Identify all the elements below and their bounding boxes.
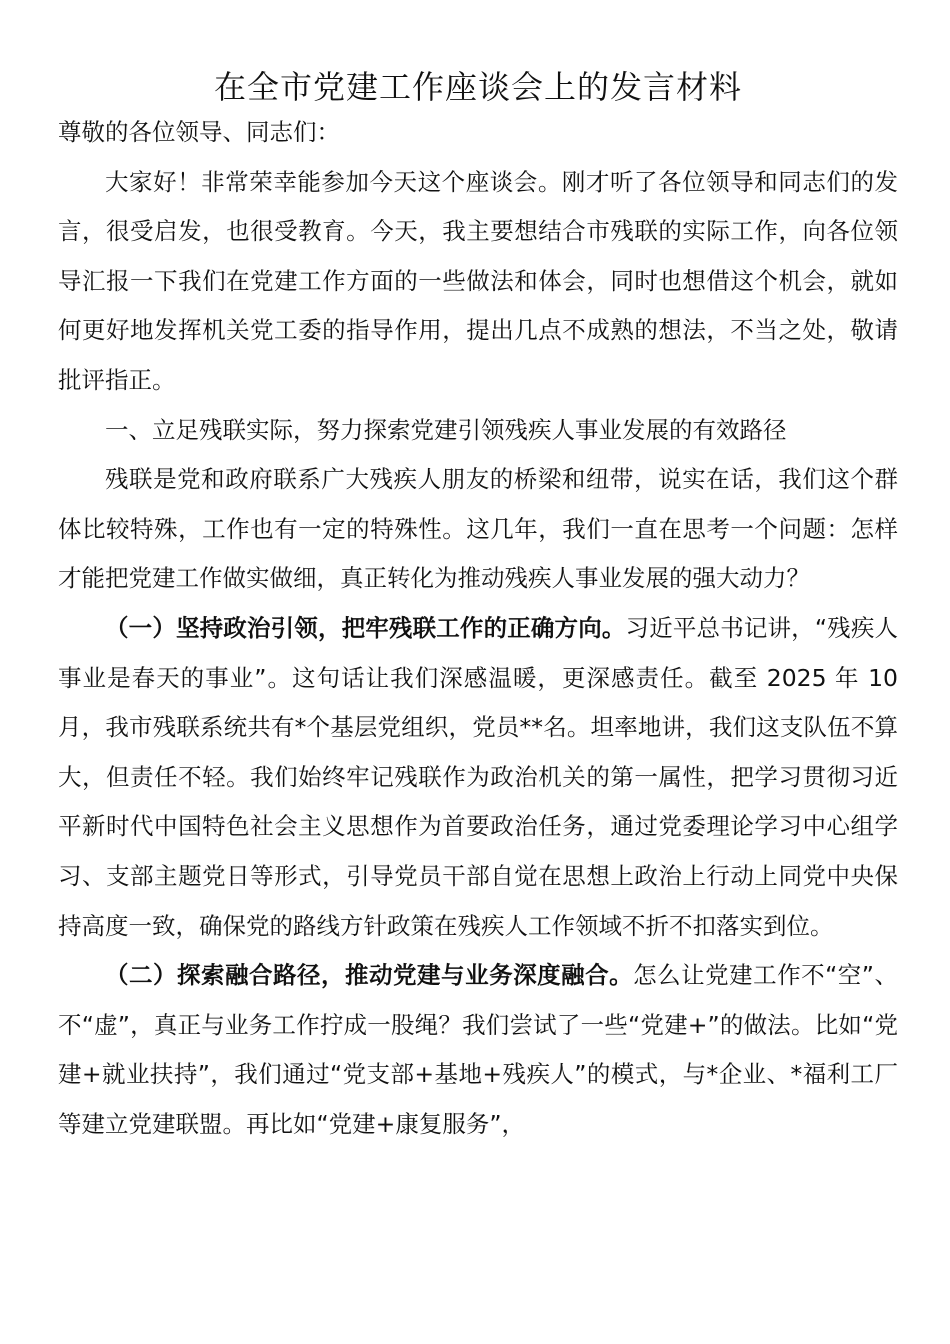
paragraph-political-leadership-body: 习近平总书记讲，“残疾人事业是春天的事业”。这句话让我们深感温暖，更深感责任。截至 2025 年 10 月，我市残联系统共有*个基层党组织，党员**名。坦率地讲，我们这支队伍不算大，但责任不轻。我们始终牢记残联作为政治机关的第一属性，把学习贯彻习近平新时代中国特色社会主义思想作为首要政治任务，通过党委理论学习中心组学习、支部主题党日等形式，引导党员干部自觉在思想上政治上行动上同党中央保持高度一致，确保党的路线方针政策在残疾人工作领域不折不扣落实到位。	[58, 613, 898, 940]
paragraph-political-leadership	[58, 604, 898, 951]
section-heading-1: 一、立足残联实际，努力探索党建引领残疾人事业发展的有效路径	[105, 415, 787, 444]
document-page	[58, 62, 898, 1149]
document-title: 在全市党建工作座谈会上的发言材料	[213, 68, 742, 106]
subheading-political-leadership: （一）坚持政治引领，把牢残联工作的正确方向。	[105, 613, 626, 642]
paragraph-intro: 残联是党和政府联系广大残疾人朋友的桥梁和纽带，说实在话，我们这个群体比较特殊，工作也有一定的特殊性。这几年，我们一直在思考一个问题：怎样才能把党建工作做实做细，真正转化为推动残疾人事业发展的强大动力？	[58, 465, 898, 593]
paragraph-greeting: 大家好！非常荣幸能参加今天这个座谈会。刚才听了各位领导和同志们的发言，很受启发，也很受教育。今天，我主要想结合市残联的实际工作，向各位领导汇报一下我们在党建工作方面的一些做法和体会，同时也想借这个机会，就如何更好地发挥机关党工委的指导作用，提出几点不成熟的想法，不当之处，敬请批评指正。	[58, 167, 898, 394]
paragraph-integration-body: 怎么让党建工作不“空”、不“虚”，真正与业务工作拧成一股绳？我们尝试了一些“党建+”的做法。比如“党建+就业扶持”，我们通过“党支部+基地+残疾人”的模式，与*企业、*福利工厂等建立党建联盟。再比如“党建+康复服务”，	[58, 961, 898, 1138]
subheading-integration: （二）探索融合路径，推动党建与业务深度融合。	[105, 961, 634, 990]
paragraph-integration	[58, 951, 898, 1149]
salutation: 尊敬的各位领导、同志们：	[58, 118, 340, 146]
